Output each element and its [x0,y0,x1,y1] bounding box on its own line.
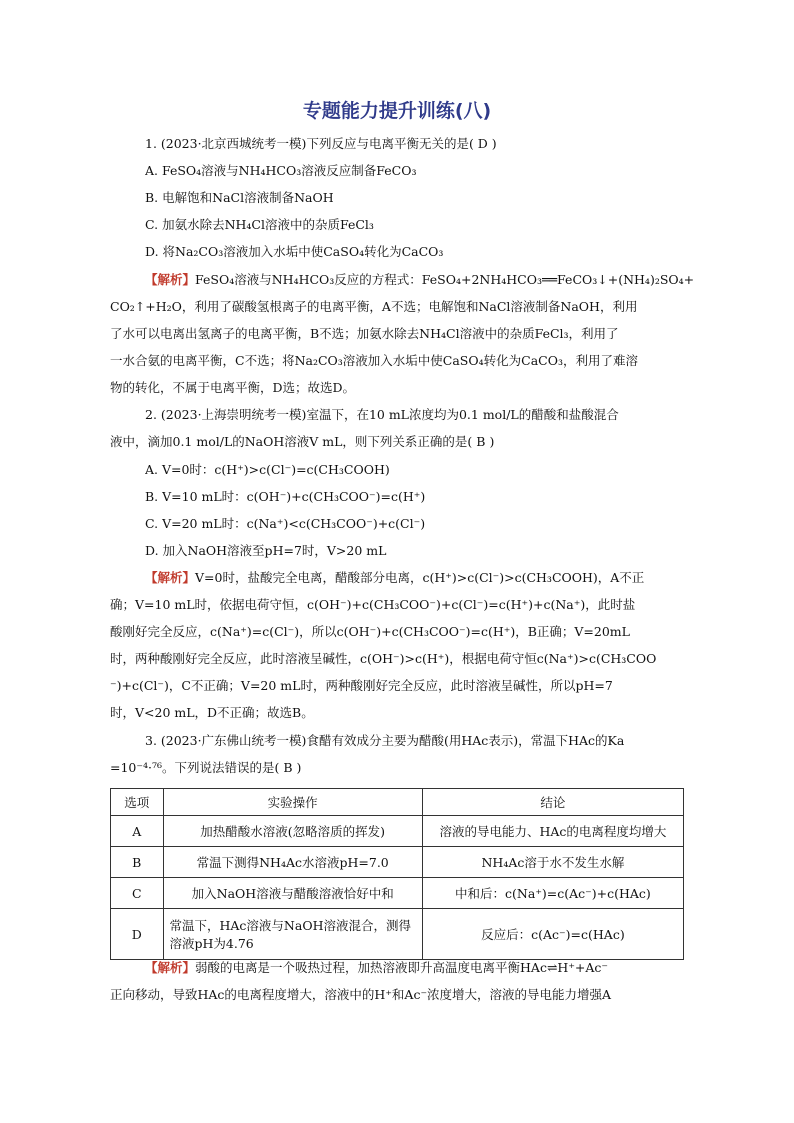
table-row [111,816,684,847]
q3-analysis-text: 弱酸的电离是一个吸热过程，加热溶液即升高温度电离平衡HAc⇌H⁺+Ac⁻ [195,960,609,975]
q1-option-a: A. FeSO₄溶液与NH₄HCO₃溶液反应制备FeCO₃ [145,163,417,178]
table-cell: D [111,909,164,960]
page-title: 专题能力提升训练(八) [302,100,492,122]
q1-analysis-line: CO₂↑+H₂O，利用了碳酸氢根离子的电离平衡，A不选；电解饱和NaCl溶液制备NaOH，利用 [110,299,638,314]
q3-analysis-line [145,958,725,978]
q2-analysis-line: 酸刚好完全反应，c(Na⁺)=c(Cl⁻)，所以c(OH⁻)+c(CH₃COO⁻)=c(H⁺)，B正确；V=20mL [110,624,630,639]
q1-option-b: B. 电解饱和NaCl溶液制备NaOH [145,190,334,205]
q2-analysis-line [145,568,725,588]
table-row [111,909,684,960]
analysis-tag: 【解析】 [145,570,196,585]
q1-option-c: C. 加氨水除去NH₄Cl溶液中的杂质FeCl₃ [145,217,374,232]
q1-option-d: D. 将Na₂CO₃溶液加入水垢中使CaSO₄转化为CaCO₃ [145,244,444,259]
q2-analysis-line: 确；V=10 mL时，依据电荷守恒，c(OH⁻)+c(CH₃COO⁻)+c(Cl⁻)=c(H⁺)+c(Na⁺)，此时盐 [110,597,636,612]
q1-analysis-line: 了水可以电离出氢离子的电离平衡，B不选；加氨水除去NH₄Cl溶液中的杂质FeCl₃，利用了 [110,326,619,341]
analysis-tag: 【解析】 [145,272,196,287]
q1-analysis-line [145,270,725,290]
q2-option-b: B. V=10 mL时：c(OH⁻)+c(CH₃COO⁻)=c(H⁺) [145,489,426,504]
table-cell: A [111,816,164,847]
table-cell: 反应后：c(Ac⁻)=c(HAc) [422,909,683,960]
table-row [111,847,684,878]
table-cell: 中和后：c(Na⁺)=c(Ac⁻)+c(HAc) [422,878,683,909]
experiment-table [110,788,684,960]
q2-stem: 2. (2023·上海崇明统考一模)室温下，在10 mL浓度均为0.1 mol/L的醋酸和盐酸混合 [145,407,619,422]
q2-option-a: A. V=0时：c(H⁺)>c(Cl⁻)=c(CH₃COOH) [145,462,390,477]
table-cell: NH₄Ac溶于水不发生水解 [422,847,683,878]
q2-analysis-line: ⁻)+c(Cl⁻)，C不正确；V=20 mL时，两种酸刚好完全反应，此时溶液呈碱性，所以pH=7 [110,678,613,693]
q2-analysis-text: V=0时，盐酸完全电离，醋酸部分电离，c(H⁺)>c(Cl⁻)>c(CH₃COOH)，A不正 [195,570,645,585]
table-header: 实验操作 [163,789,422,816]
table-header-row [111,789,684,816]
q2-option-c: C. V=20 mL时：c(Na⁺)<c(CH₃COO⁻)+c(Cl⁻) [145,516,426,531]
q2-analysis-line: 时，V<20 mL，D不正确；故选B。 [110,705,314,720]
table-cell: B [111,847,164,878]
table-cell: 加热醋酸水溶液(忽略溶质的挥发) [163,816,422,847]
q2-analysis-line: 时，两种酸刚好完全反应，此时溶液呈碱性，c(OH⁻)>c(H⁺)，根据电荷守恒c(Na⁺)>c(CH₃COO [110,651,657,666]
table-cell: 溶液的导电能力、HAc的电离程度均增大 [422,816,683,847]
q1-stem: 1. (2023·北京西城统考一模)下列反应与电离平衡无关的是( D ) [145,136,497,151]
q2-option-d: D. 加入NaOH溶液至pH=7时，V>20 mL [145,543,387,558]
q1-analysis-line: 一水合氨的电离平衡，C不选；将Na₂CO₃溶液加入水垢中使CaSO₄转化为CaCO₃，利用了难溶 [110,353,638,368]
q3-stem: 3. (2023·广东佛山统考一模)食醋有效成分主要为醋酸(用HAc表示)，常温下HAc的Ka [145,733,625,748]
q2-stem: 液中，滴加0.1 mol/L的NaOH溶液V mL，则下列关系正确的是( B ) [110,434,495,449]
table-cell: C [111,878,164,909]
table-header: 结论 [422,789,683,816]
table-header: 选项 [111,789,164,816]
q3-stem: =10⁻⁴·⁷⁶。下列说法错误的是( B ) [110,760,302,775]
table-row [111,878,684,909]
q1-analysis-line: 物的转化，不属于电离平衡，D选；故选D。 [110,380,356,395]
table-cell: 加入NaOH溶液与醋酸溶液恰好中和 [163,878,422,909]
q1-analysis-text: FeSO₄溶液与NH₄HCO₃反应的方程式：FeSO₄+2NH₄HCO₃══FeCO₃↓+(NH₄)₂SO₄+ [195,272,695,287]
table-cell: 常温下，HAc溶液与NaOH溶液混合，测得溶液pH为4.76 [163,909,422,960]
q3-analysis-line: 正向移动，导致HAc的电离程度增大，溶液中的H⁺和Ac⁻浓度增大，溶液的导电能力增强A [110,987,612,1002]
table-cell: 常温下测得NH₄Ac水溶液pH=7.0 [163,847,422,878]
analysis-tag: 【解析】 [145,960,196,975]
